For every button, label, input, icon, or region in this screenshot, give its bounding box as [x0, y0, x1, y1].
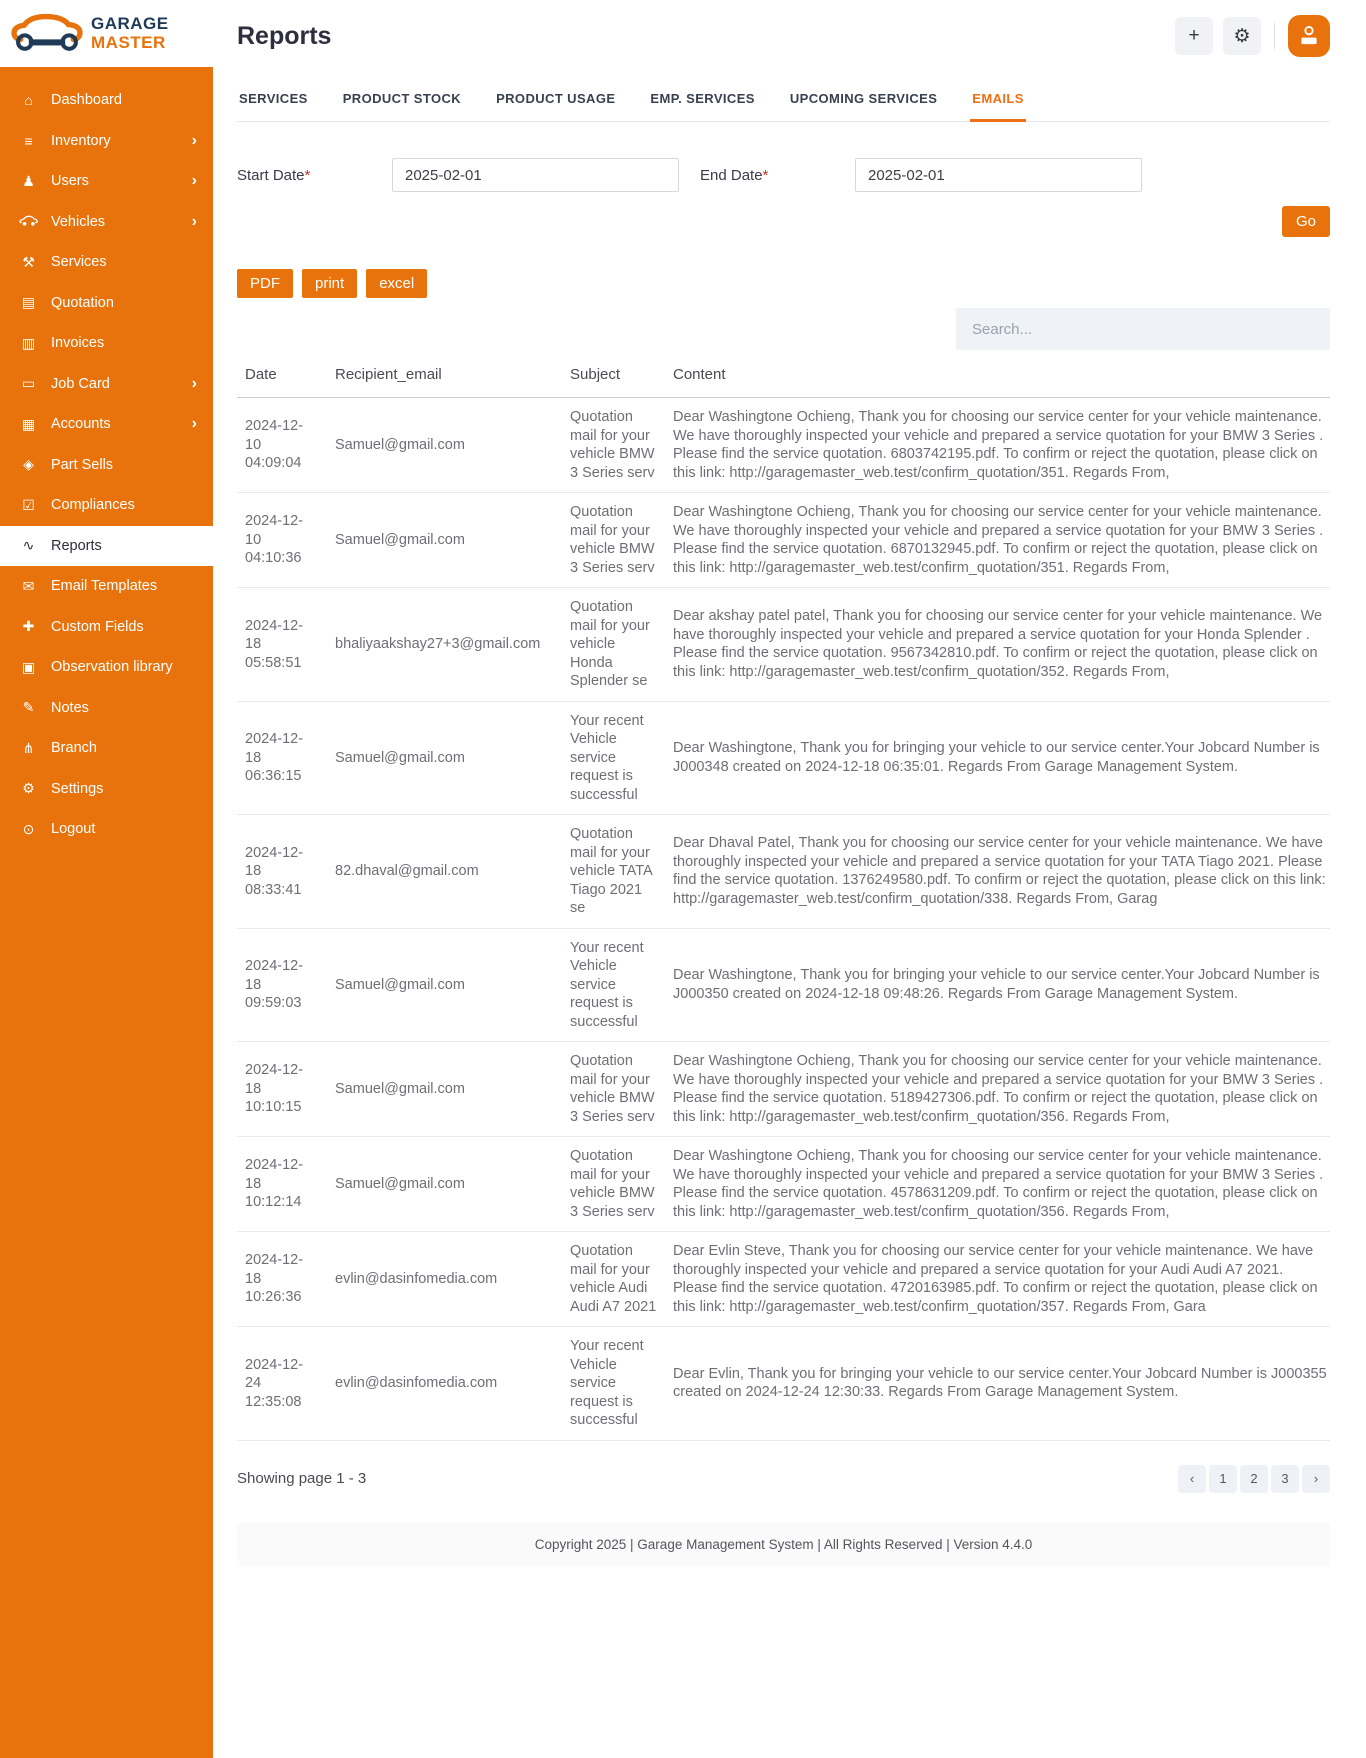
cell-date: 2024-12-18 10:10:15 [237, 1042, 327, 1137]
tag-icon: ◈ [23, 456, 34, 473]
end-date-input[interactable] [855, 158, 1142, 192]
sidebar-item-label: Reports [51, 537, 102, 554]
avatar-person-icon [1296, 23, 1322, 49]
plus-icon: + [1188, 25, 1200, 46]
sidebar-item-email-templates[interactable] [0, 566, 213, 607]
date-filters [237, 158, 1330, 192]
sidebar-item-label: Users [51, 173, 89, 190]
sidebar-item-users[interactable] [0, 161, 213, 202]
sidebar-item-reports[interactable] [0, 526, 213, 567]
cell-email: evlin@dasinfomedia.com [327, 1327, 562, 1441]
brand-line2: MASTER [91, 32, 166, 52]
cell-date: 2024-12-10 04:10:36 [237, 493, 327, 588]
cell-date: 2024-12-18 05:58:51 [237, 588, 327, 702]
cell-email: bhaliyaakshay27+3@gmail.com [327, 588, 562, 702]
sidebar-item-label: Logout [51, 821, 96, 838]
cell-subject: Quotation mail for your vehicle Honda Splender se [562, 588, 665, 702]
sidebar-item-label: Quotation [51, 294, 114, 311]
sidebar-item-part-sells[interactable] [0, 445, 213, 486]
cell-subject: Quotation mail for your vehicle BMW 3 Series serv [562, 398, 665, 493]
cell-content: Dear Washingtone Ochieng, Thank you for choosing our service center for your vehicle maintenance. We have thoroughly inspected your vehicle and prepared a service quotation for your BMW 3 Series . Please find the service quotation. 6803742195.pdf. To confirm or reject the quotation, please click on this link: http://garagemaster_web.test/confirm_quotation/351. Regards From, [665, 398, 1330, 493]
sidebar-item-label: Settings [51, 780, 104, 797]
sidebar-item-quotation[interactable] [0, 283, 213, 324]
column-header-date: Date [237, 354, 327, 398]
cell-date: 2024-12-18 10:26:36 [237, 1232, 327, 1327]
cell-content: Dear Washingtone Ochieng, Thank you for choosing our service center for your vehicle maintenance. We have thoroughly inspected your vehicle and prepared a service quotation for your BMW 3 Series . Please find the service quotation. 5189427306.pdf. To confirm or reject the quotation, please click on this link: http://garagemaster_web.test/confirm_quotation/356. Regards From, [665, 1042, 1330, 1137]
cell-subject: Your recent Vehicle service request is successful [562, 701, 665, 815]
puzzle-icon: ✚ [22, 618, 35, 635]
sidebar-item-branch[interactable] [0, 728, 213, 769]
sidebar-item-inventory[interactable] [0, 121, 213, 162]
cell-email: Samuel@gmail.com [327, 1137, 562, 1232]
cell-content: Dear Evlin Steve, Thank you for choosing our service center for your vehicle maintenance. We have thoroughly inspected your vehicle and prepared a service quotation for your Audi Audi A7 2021. Please find the service quotation. 4720163985.pdf. To confirm or reject the quotation, please click on this link: http://garagemaster_web.test/confirm_quotation/357. Regards From, Gara [665, 1232, 1330, 1327]
start-date-field [237, 158, 679, 192]
tab-emp-services[interactable]: EMP. SERVICES [650, 91, 755, 106]
copyright-footer: Copyright 2025 | Garage Management System | All Rights Reserved | Version 4.4.0 [237, 1523, 1330, 1566]
sidebar-item-observation-library[interactable] [0, 647, 213, 688]
table-row [237, 1232, 1330, 1327]
cell-email: Samuel@gmail.com [327, 493, 562, 588]
clipboard-check-icon: ☑ [22, 496, 35, 513]
chevron-right-icon: › [191, 131, 197, 149]
cell-subject: Quotation mail for your vehicle Audi Audi A7 2021 [562, 1232, 665, 1327]
export-buttons [237, 269, 1330, 298]
cell-content: Dear Evlin, Thank you for bringing your vehicle to our service center.Your Jobcard Number is J000355 created on 2024-12-24 12:30:33. Regards From Garage Management System. [665, 1327, 1330, 1441]
job-card-icon: ▭ [21, 375, 36, 392]
tab-product-stock[interactable]: PRODUCT STOCK [342, 91, 462, 106]
table-row [237, 1327, 1330, 1441]
envelope-icon: ✉ [22, 577, 35, 594]
pagination [1178, 1465, 1330, 1493]
cell-date: 2024-12-18 06:36:15 [237, 701, 327, 815]
sidebar-nav [0, 67, 213, 850]
page-button-1[interactable]: 1 [1209, 1465, 1237, 1493]
calculator-icon: ▦ [21, 415, 36, 432]
sidebar-item-label: Vehicles [51, 213, 106, 230]
topbar-actions [1175, 15, 1330, 57]
start-date-label: Start Date* [237, 166, 311, 184]
car-wrench-logo-icon [10, 9, 84, 59]
cell-content: Dear Washingtone Ochieng, Thank you for choosing our service center for your vehicle maintenance. We have thoroughly inspected your vehicle and prepared a service quotation for your BMW 3 Series . Please find the service quotation. 4578631209.pdf. To confirm or reject the quotation, please click on this link: http://garagemaster_web.test/confirm_quotation/356. Regards From, [665, 1137, 1330, 1232]
sidebar-item-label: Job Card [51, 375, 110, 392]
table-footer [237, 1465, 1330, 1493]
tab-upcoming-services[interactable]: UPCOMING SERVICES [789, 91, 938, 106]
vertical-divider [1274, 23, 1275, 49]
gear-icon: ⚙ [22, 780, 35, 797]
table-row [237, 1042, 1330, 1137]
sidebar-item-accounts[interactable] [0, 404, 213, 445]
go-button[interactable]: Go [1282, 206, 1330, 237]
sidebar-item-services[interactable] [0, 242, 213, 283]
settings-button[interactable] [1223, 17, 1261, 55]
sidebar-item-label: Invoices [51, 335, 105, 352]
go-row [237, 206, 1330, 237]
quotation-document-icon: ▤ [21, 294, 36, 311]
sidebar-item-label: Accounts [51, 416, 111, 433]
cell-email: evlin@dasinfomedia.com [327, 1232, 562, 1327]
sidebar-item-compliances[interactable] [0, 485, 213, 526]
sidebar-item-vehicles[interactable] [0, 202, 213, 243]
cell-email: Samuel@gmail.com [327, 398, 562, 493]
car-icon [19, 214, 38, 230]
add-button[interactable] [1175, 17, 1213, 55]
cell-content: Dear Dhaval Patel, Thank you for choosing our service center for your vehicle maintenance. We have thoroughly inspected your vehicle and prepared a service quotation for your TATA Tiago 2021. Please find the service quotation. 1376249580.pdf. To confirm or reject the quotation, please click on this link: http://garagemaster_web.test/confirm_quotation/338. Regards From, Garag [665, 815, 1330, 929]
topbar [237, 0, 1330, 57]
chevron-right-icon: › [191, 374, 197, 392]
sidebar-item-logout[interactable] [0, 809, 213, 850]
table-row [237, 588, 1330, 702]
print-export-button[interactable]: print [302, 269, 357, 298]
power-icon: ⊙ [22, 820, 35, 837]
cell-email: 82.dhaval@gmail.com [327, 815, 562, 929]
cell-date: 2024-12-10 04:09:04 [237, 398, 327, 493]
chevron-right-icon: › [191, 172, 197, 190]
cell-subject: Your recent Vehicle service request is successful [562, 928, 665, 1042]
sidebar-item-label: Inventory [51, 132, 111, 149]
library-document-icon: ▣ [21, 658, 36, 675]
invoice-icon: ▥ [21, 334, 36, 351]
table-row [237, 1137, 1330, 1232]
cell-date: 2024-12-18 10:12:14 [237, 1137, 327, 1232]
sidebar-item-label: Part Sells [51, 456, 114, 473]
sidebar-item-label: Services [51, 254, 107, 271]
user-avatar-button[interactable] [1288, 15, 1330, 57]
column-header-content: Content [665, 354, 1330, 398]
table-row [237, 815, 1330, 929]
cell-subject: Your recent Vehicle service request is successful [562, 1327, 665, 1441]
cell-content: Dear Washingtone, Thank you for bringing your vehicle to our service center.Your Jobcard Number is J000348 created on 2024-12-18 06:35:01. Regards From Garage Management System. [665, 701, 1330, 815]
wrench-icon: ⚒ [22, 253, 35, 270]
table-row [237, 928, 1330, 1042]
sidebar-item-label: Notes [51, 699, 89, 716]
table-row [237, 493, 1330, 588]
pdf-export-button[interactable]: PDF [237, 269, 293, 298]
cell-date: 2024-12-18 08:33:41 [237, 815, 327, 929]
sidebar-item-settings[interactable] [0, 769, 213, 810]
cell-date: 2024-12-24 12:35:08 [237, 1327, 327, 1441]
brand-line1: GARAGE [91, 14, 169, 34]
branch-icon: ⋔ [22, 739, 35, 756]
sidebar-item-label: Custom Fields [51, 618, 144, 635]
excel-export-button[interactable]: excel [366, 269, 427, 298]
cell-subject: Quotation mail for your vehicle BMW 3 Series serv [562, 493, 665, 588]
tab-services[interactable]: SERVICES [239, 91, 308, 106]
report-tabs [237, 81, 1330, 122]
start-date-input[interactable] [392, 158, 679, 192]
page-title: Reports [237, 21, 332, 50]
column-header-subject: Subject [562, 354, 665, 398]
column-header-recipient-email: Recipient_email [327, 354, 562, 398]
cell-content: Dear Washingtone, Thank you for bringing your vehicle to our service center.Your Jobcard Number is J000350 created on 2024-12-18 09:48:26. Regards From Garage Management System. [665, 928, 1330, 1042]
cell-date: 2024-12-18 09:59:03 [237, 928, 327, 1042]
sidebar-item-notes[interactable] [0, 688, 213, 729]
brand-name [91, 15, 169, 52]
sliders-icon: ≡ [24, 132, 33, 149]
search-row [237, 308, 1330, 350]
sidebar-item-custom-fields[interactable] [0, 607, 213, 648]
sidebar-item-label: Branch [51, 740, 97, 757]
next-page-button[interactable]: › [1302, 1465, 1330, 1493]
cell-email: Samuel@gmail.com [327, 701, 562, 815]
end-date-label: End Date* [700, 166, 769, 184]
sidebar-item-label: Email Templates [51, 578, 158, 595]
cell-email: Samuel@gmail.com [327, 928, 562, 1042]
sidebar-item-invoices[interactable] [0, 323, 213, 364]
page-summary: Showing page 1 - 3 [237, 1470, 367, 1487]
table-header-row [237, 354, 1330, 398]
sidebar-item-label: Observation library [51, 659, 173, 676]
table-row [237, 701, 1330, 815]
sidebar-item-label: Dashboard [51, 92, 122, 109]
chevron-right-icon: › [191, 212, 197, 230]
end-date-field [700, 158, 1142, 192]
cell-content: Dear Washingtone Ochieng, Thank you for choosing our service center for your vehicle maintenance. We have thoroughly inspected your vehicle and prepared a service quotation for your BMW 3 Series . Please find the service quotation. 6870132945.pdf. To confirm or reject the quotation, please click on this link: http://garagemaster_web.test/confirm_quotation/351. Regards From, [665, 493, 1330, 588]
pencil-icon: ✎ [22, 699, 35, 716]
chevron-right-icon: › [191, 415, 197, 433]
cell-subject: Quotation mail for your vehicle TATA Tiago 2021 se [562, 815, 665, 929]
cell-email: Samuel@gmail.com [327, 1042, 562, 1137]
user-icon: ♟ [22, 172, 35, 189]
sidebar-item-job-card[interactable] [0, 364, 213, 405]
chart-line-icon: ∿ [22, 537, 35, 554]
gear-icon: ⚙ [1233, 25, 1251, 47]
tab-product-usage[interactable]: PRODUCT USAGE [496, 91, 616, 106]
emails-table [237, 354, 1330, 1441]
page-button-3[interactable]: 3 [1271, 1465, 1299, 1493]
cell-subject: Quotation mail for your vehicle BMW 3 Series serv [562, 1042, 665, 1137]
brand-logo [0, 0, 213, 67]
table-row [237, 398, 1330, 493]
search-input[interactable] [956, 308, 1330, 350]
cell-subject: Quotation mail for your vehicle BMW 3 Series serv [562, 1137, 665, 1232]
prev-page-button[interactable]: ‹ [1178, 1465, 1206, 1493]
home-icon: ⌂ [24, 92, 33, 109]
cell-content: Dear akshay patel patel, Thank you for choosing our service center for your vehicle maintenance. We have thoroughly inspected your vehicle and prepared a service quotation for your Honda Splender . Please find the service quotation. 9567342810.pdf. To confirm or reject the quotation, please click on this link: http://garagemaster_web.test/confirm_quotation/352. Regards From, [665, 588, 1330, 702]
sidebar-item-dashboard[interactable] [0, 80, 213, 121]
sidebar-item-label: Compliances [51, 497, 135, 514]
tab-emails[interactable]: EMAILS [970, 81, 1026, 122]
sidebar [0, 0, 213, 1758]
required-asterisk: * [762, 166, 769, 184]
main-content [213, 0, 1366, 1758]
page-button-2[interactable]: 2 [1240, 1465, 1268, 1493]
required-asterisk: * [304, 166, 311, 184]
